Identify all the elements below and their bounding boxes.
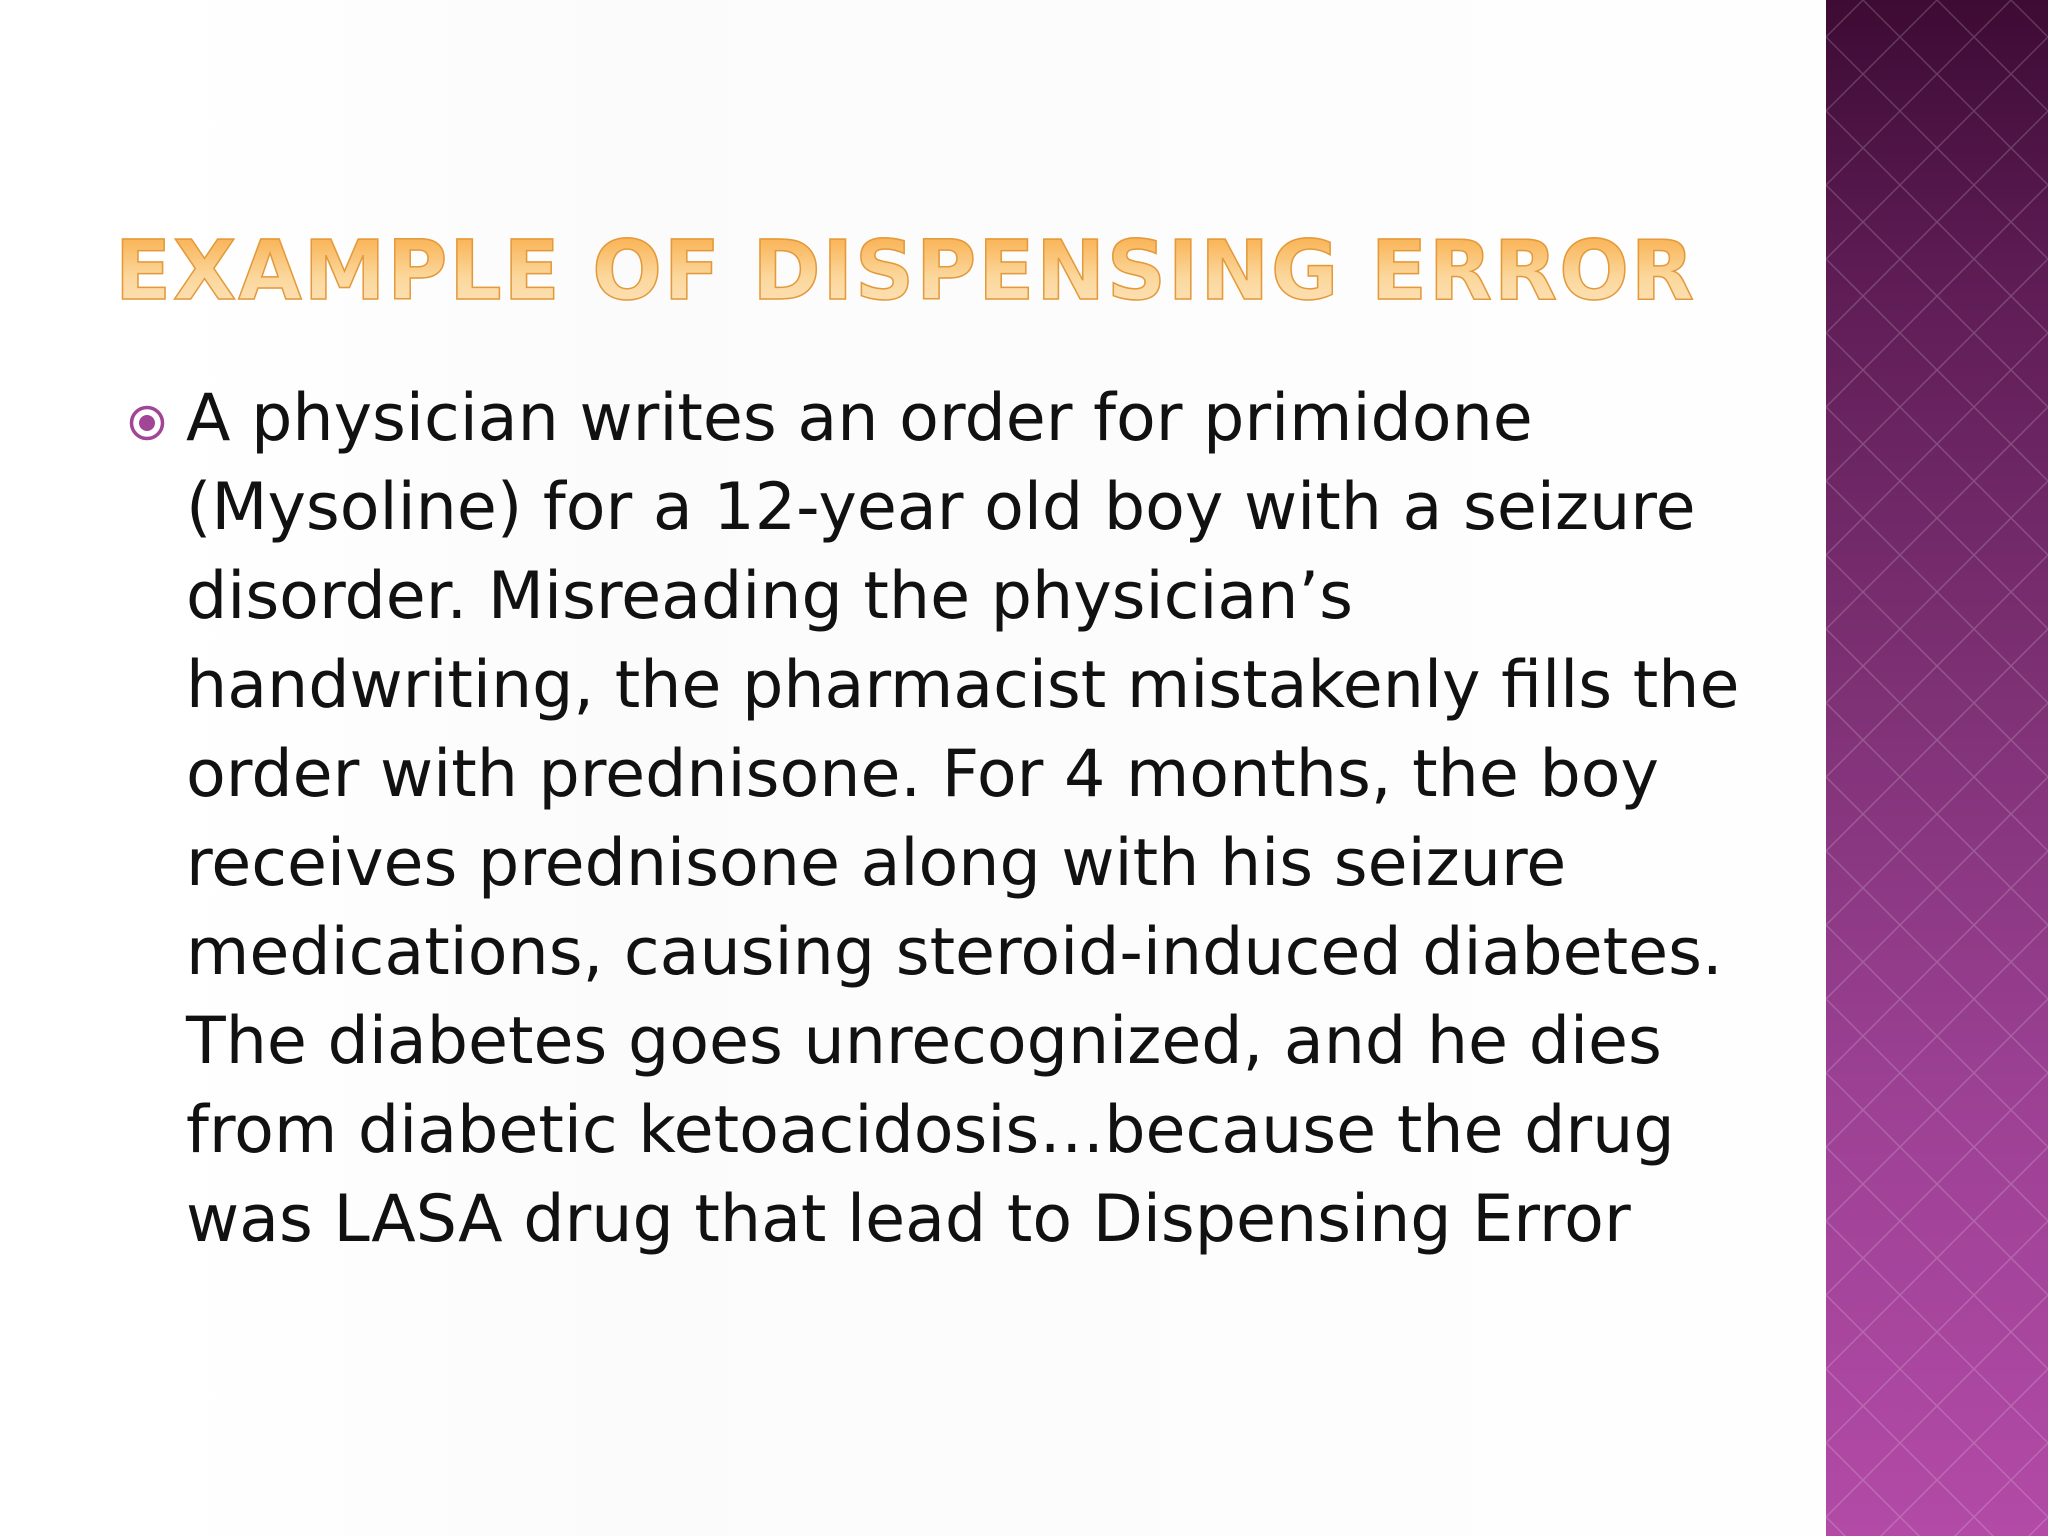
decorative-side-band: [1826, 0, 2048, 1536]
list-item: [128, 374, 1740, 1264]
slide-title: EXAMPLE OF DISPENSING ERROR: [115, 222, 1795, 322]
diamond-pattern-icon: [1826, 0, 2048, 1536]
circle-dot-icon: [128, 404, 166, 442]
bullet-text: A physician writes an order for primidone (Mysoline) for a 12-year old boy with a seizure disorder. Misreading the physician’s handwriting, the pharmacist mistakenly fills the order with prednisone. For 4 months, the boy receives prednisone along with his seizure medications, causing steroid-induced diabetes. The diabetes goes unrecognized, and he dies from diabetic ketoacidosis…because the drug was LASA drug that lead to Dispensing Error: [186, 381, 1740, 1257]
bullet-list: [128, 374, 1740, 1264]
